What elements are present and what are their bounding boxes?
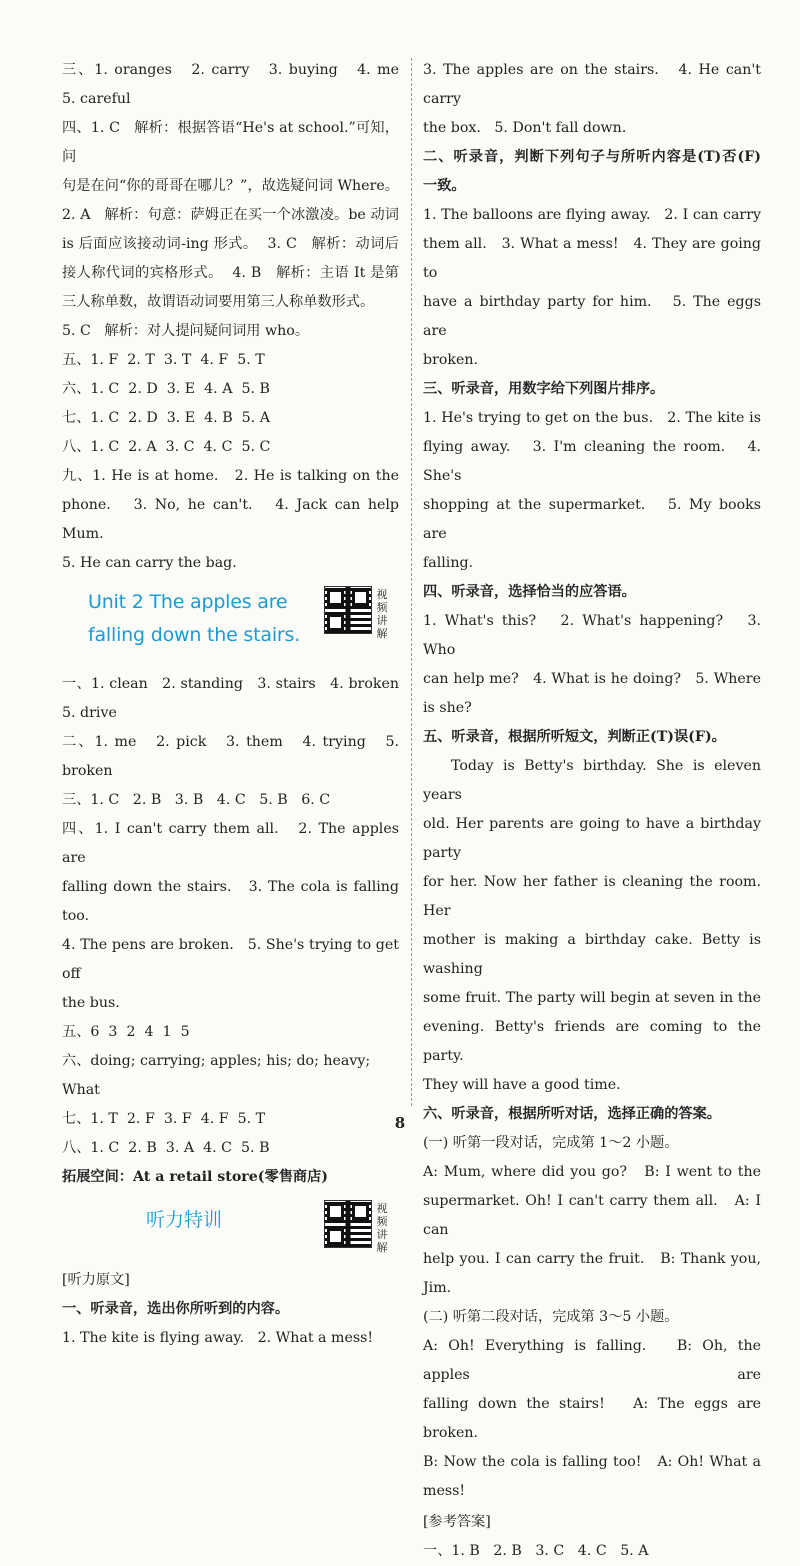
- unit-title: [88, 586, 300, 652]
- passage-line: Today is Betty's birthday. She is eleven years: [423, 758, 766, 803]
- question-heading: 一致。: [423, 178, 466, 194]
- answer-line: 接人称代词的宾格形式。 4. B 解析：主语 It 是第: [62, 265, 399, 281]
- answer-line: 2. A 解析：句意：萨姆正在买一个冰激凌。be 动词: [62, 207, 399, 223]
- answer-line: 八、1. C 2. B 3. A 4. C 5. B: [62, 1140, 270, 1156]
- answer-line: 句是在问“你的哥哥在哪儿？”，故选疑问词 Where。: [62, 178, 399, 194]
- answer-line: 二、1. me 2. pick 3. them 4. trying 5. broken: [62, 734, 404, 779]
- answer-line: 三、1. C 2. B 3. B 4. C 5. B 6. C: [62, 792, 331, 808]
- answer-line: 5. drive: [62, 705, 117, 721]
- answer-line: 六、1. C 2. D 3. E 4. A 5. B: [62, 381, 270, 397]
- passage-line: old. Her parents are going to have a birthday party: [423, 816, 766, 861]
- transcript-line: 1. What's this? 2. What's happening? 3. Who: [423, 613, 766, 658]
- answer-line: 八、1. C 2. A 3. C 4. C 5. C: [62, 439, 271, 455]
- unit-title-line-2: falling down the stairs.: [88, 624, 301, 646]
- qr-video-label: 视频讲解: [376, 1202, 388, 1254]
- transcript-line: 1. He's trying to get on the bus. 2. The kite is: [423, 410, 761, 426]
- column-divider: [411, 58, 412, 1106]
- dialogue-line: A: Mum, where did you go? B: I went to the: [423, 1164, 761, 1180]
- transcript-line: flying away. 3. I'm cleaning the room. 4. She's: [423, 439, 766, 484]
- answer-line: 四、1. C 解析：根据答语“He's at school.”可知，问: [62, 120, 399, 165]
- dialogue-line: help you. I can carry the fruit. B: Thank you, Jim.: [423, 1251, 766, 1296]
- answer-line: 五、1. F 2. T 3. T 4. F 5. T: [62, 352, 265, 368]
- answer-line: 1. The kite is flying away. 2. What a mess!: [62, 1330, 374, 1346]
- transcript-line: can help me? 4. What is he doing? 5. Where: [423, 671, 761, 687]
- dialogue-line: falling down the stairs! A: The eggs are broken.: [423, 1396, 766, 1441]
- passage-line: some fruit. The party will begin at seven in the: [423, 990, 761, 1006]
- left-column: [62, 56, 404, 1353]
- dialogue-line: mess!: [423, 1483, 466, 1499]
- answer-line: 三、1. oranges 2. carry 3. buying 4. me: [62, 62, 399, 78]
- question-heading: 二、听录音，判断下列句子与所听内容是(T)否(F): [423, 149, 761, 165]
- passage-line: They will have a good time.: [423, 1077, 621, 1093]
- answer-line: 四、1. I can't carry them all. 2. The apples are: [62, 821, 404, 866]
- passage-line: mother is making a birthday cake. Betty is washing: [423, 932, 766, 977]
- question-heading: 五、听录音，根据所听短文，判断正(T)误(F)。: [423, 729, 726, 745]
- passage-line: evening. Betty's friends are coming to the party.: [423, 1019, 766, 1064]
- answer-line: 五、6 3 2 4 1 5: [62, 1024, 190, 1040]
- question-heading: 四、听录音，选择恰当的应答语。: [423, 584, 636, 600]
- question-heading: 一、听录音，选出你所听到的内容。: [62, 1301, 290, 1317]
- answer-line: falling down the stairs. 3. The cola is falling too.: [62, 879, 404, 924]
- transcript-line: them all. 3. What a mess! 4. They are going to: [423, 236, 766, 281]
- transcript-line: 1. The balloons are flying away. 2. I can carry: [423, 207, 761, 223]
- reference-answers-heading: [参考答案]: [423, 1514, 491, 1530]
- answer-line: the bus.: [62, 995, 120, 1011]
- answer-line: 六、doing; carrying; apples; his; do; heavy; What: [62, 1053, 375, 1098]
- qr-code-icon[interactable]: [324, 586, 372, 634]
- answer-line: 三人称单数，故谓语动词要用第三人称单数形式。: [62, 294, 375, 310]
- answer-line: 一、1. clean 2. standing 3. stairs 4. broken: [62, 676, 399, 692]
- answer-line: 5. careful: [62, 91, 131, 107]
- section-heading: [62, 1192, 399, 1264]
- dialogue-line: A: Oh! Everything is falling. B: Oh, the apples are: [423, 1338, 766, 1383]
- transcript-line: broken.: [423, 352, 479, 368]
- dialogue-subheading: (一) 听第一段对话，完成第 1～2 小题。: [423, 1135, 679, 1151]
- answer-line: 九、1. He is at home. 2. He is talking on the: [62, 468, 399, 484]
- unit-heading: [62, 580, 399, 670]
- dialogue-subheading: (二) 听第二段对话，完成第 3～5 小题。: [423, 1309, 679, 1325]
- answer-line: 一、1. B 2. B 3. C 4. C 5. A: [423, 1543, 649, 1559]
- qr-code-icon[interactable]: [324, 1200, 372, 1248]
- answer-line: 5. He can carry the bag.: [62, 555, 237, 571]
- transcript-heading: [听力原文]: [62, 1272, 130, 1288]
- transcript-line: is she?: [423, 700, 472, 716]
- transcript-line: shopping at the supermarket. 5. My books are: [423, 497, 766, 542]
- answer-line: 4. The pens are broken. 5. She's trying to get off: [62, 937, 404, 982]
- transcript-line: have a birthday party for him. 5. The eggs are: [423, 294, 766, 339]
- transcript-line: falling.: [423, 555, 474, 571]
- passage-line: for her. Now her father is cleaning the room. Her: [423, 874, 766, 919]
- extension-line: 拓展空间：At a retail store(零售商店): [62, 1169, 328, 1185]
- unit-title-line-1: Unit 2 The apples are: [88, 591, 288, 613]
- right-column: [423, 56, 766, 1566]
- answer-line: 七、1. T 2. F 3. F 4. F 5. T: [62, 1111, 266, 1127]
- dialogue-line: B: Now the cola is falling too! A: Oh! What a: [423, 1454, 761, 1470]
- transcript-line: 3. The apples are on the stairs. 4. He can't carry: [423, 62, 766, 107]
- answer-line: 七、1. C 2. D 3. E 4. B 5. A: [62, 410, 270, 426]
- page-number: 8: [394, 1114, 406, 1132]
- answer-line: phone. 3. No, he can't. 4. Jack can help Mum.: [62, 497, 404, 542]
- answer-line: 5. C 解析：对人提问疑问词用 who。: [62, 323, 310, 339]
- dialogue-line: supermarket. Oh! I can't carry them all. A: I can: [423, 1193, 766, 1238]
- qr-video-label: 视频讲解: [376, 588, 388, 640]
- question-heading: 六、听录音，根据所听对话，选择正确的答案。: [423, 1106, 721, 1122]
- answer-line: is 后面应该接动词-ing 形式。 3. C 解析：动词后: [62, 236, 399, 252]
- section-title: 听力特训: [146, 1209, 223, 1231]
- question-heading: 三、听录音，用数字给下列图片排序。: [423, 381, 665, 397]
- transcript-line: the box. 5. Don't fall down.: [423, 120, 627, 136]
